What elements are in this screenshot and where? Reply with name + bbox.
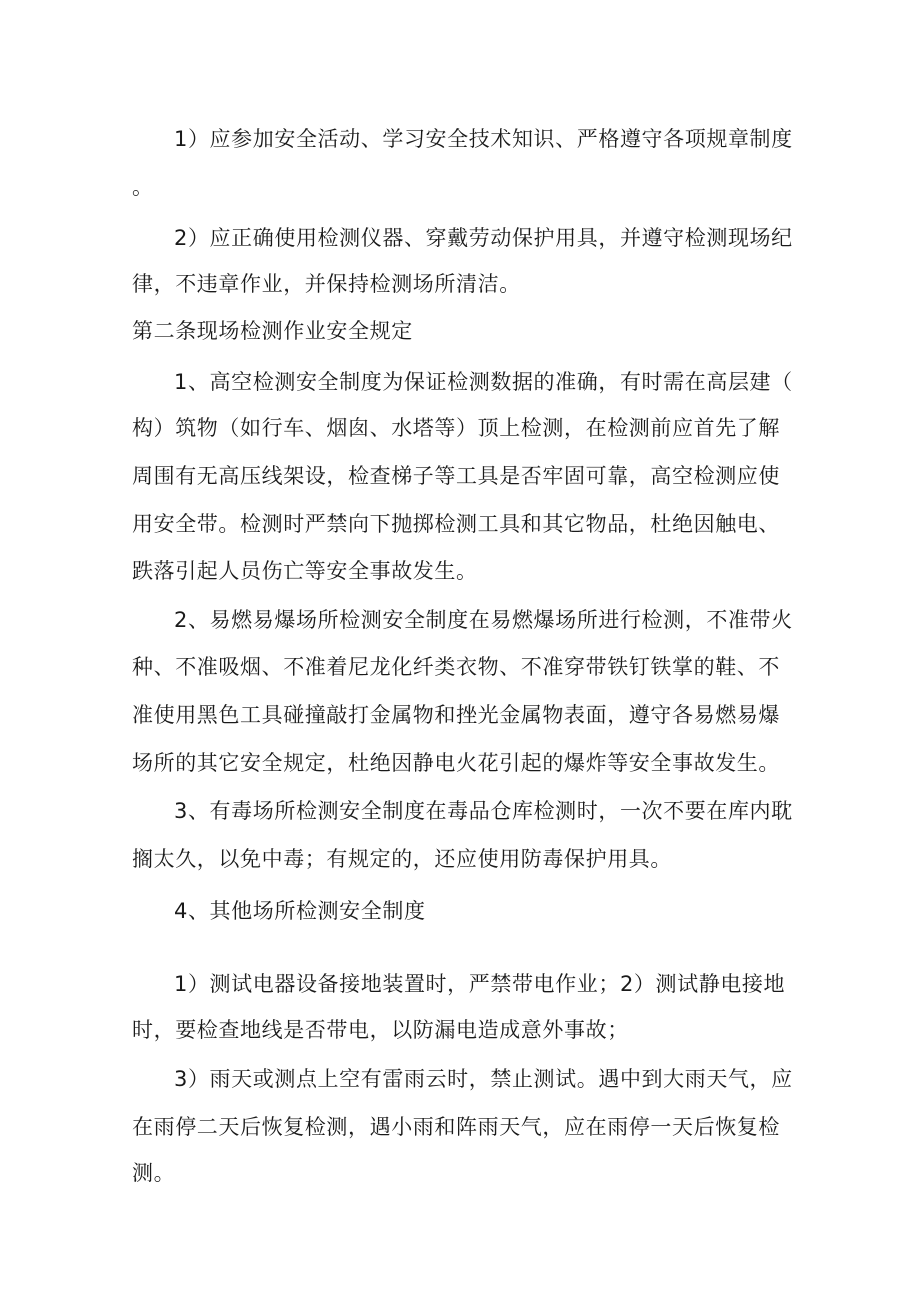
text-line: 时，要检查地线是否带电，以防漏电造成意外事故； xyxy=(132,1018,629,1042)
text-line: 种、不准吸烟、不准着尼龙化纤类衣物、不准穿带铁钉铁掌的鞋、不 xyxy=(132,655,780,679)
text-line: 跌落引起人员伤亡等安全事故发生。 xyxy=(132,559,478,583)
text-line: 律，不违章作业，并保持检测场所清洁。 xyxy=(132,272,521,296)
text-line: 。 xyxy=(132,175,154,199)
text-line: 测。 xyxy=(132,1161,176,1185)
text-line: 周围有无高压线架设，检查梯子等工具是否牢固可靠，高空检测应使 xyxy=(132,464,780,488)
text-line: 2、易燃易爆场所检测安全制度在易燃爆场所进行检测，不准带火 xyxy=(174,608,793,632)
text-line: 场所的其它安全规定，杜绝因静电火花引起的爆炸等安全事故发生。 xyxy=(132,751,780,775)
text-line: 3）雨天或测点上空有雷雨云时，禁止测试。遇中到大雨天气，应 xyxy=(174,1067,793,1091)
text-line: 在雨停二天后恢复检测，遇小雨和阵雨天气，应在雨停一天后恢复检 xyxy=(132,1115,780,1139)
text-line: 1）测试电器设备接地装置时，严禁带电作业；2）测试静电接地 xyxy=(174,972,786,996)
text-line: 1）应参加安全活动、学习安全技术知识、严格遵守各项规章制度 xyxy=(174,127,793,151)
section-heading: 第二条现场检测作业安全规定 xyxy=(132,319,413,343)
text-line: 1、高空检测安全制度为保证检测数据的准确，有时需在高层建（ xyxy=(174,370,793,394)
text-line: 搁太久，以免中毒；有规定的，还应使用防毒保护用具。 xyxy=(132,847,672,871)
text-line: 3、有毒场所检测安全制度在毒品仓库检测时，一次不要在库内耽 xyxy=(174,799,793,823)
text-line: 2）应正确使用检测仪器、穿戴劳动保护用具，并遵守检测现场纪 xyxy=(174,226,793,250)
text-line: 构）筑物（如行车、烟囱、水塔等）顶上检测，在检测前应首先了解 xyxy=(132,416,780,440)
text-line: 4、其他场所检测安全制度 xyxy=(174,899,426,923)
text-line: 用安全带。检测时严禁向下抛掷检测工具和其它物品，杜绝因触电、 xyxy=(132,512,780,536)
text-line: 准使用黑色工具碰撞敲打金属物和挫光金属物表面，遵守各易燃易爆 xyxy=(132,703,780,727)
